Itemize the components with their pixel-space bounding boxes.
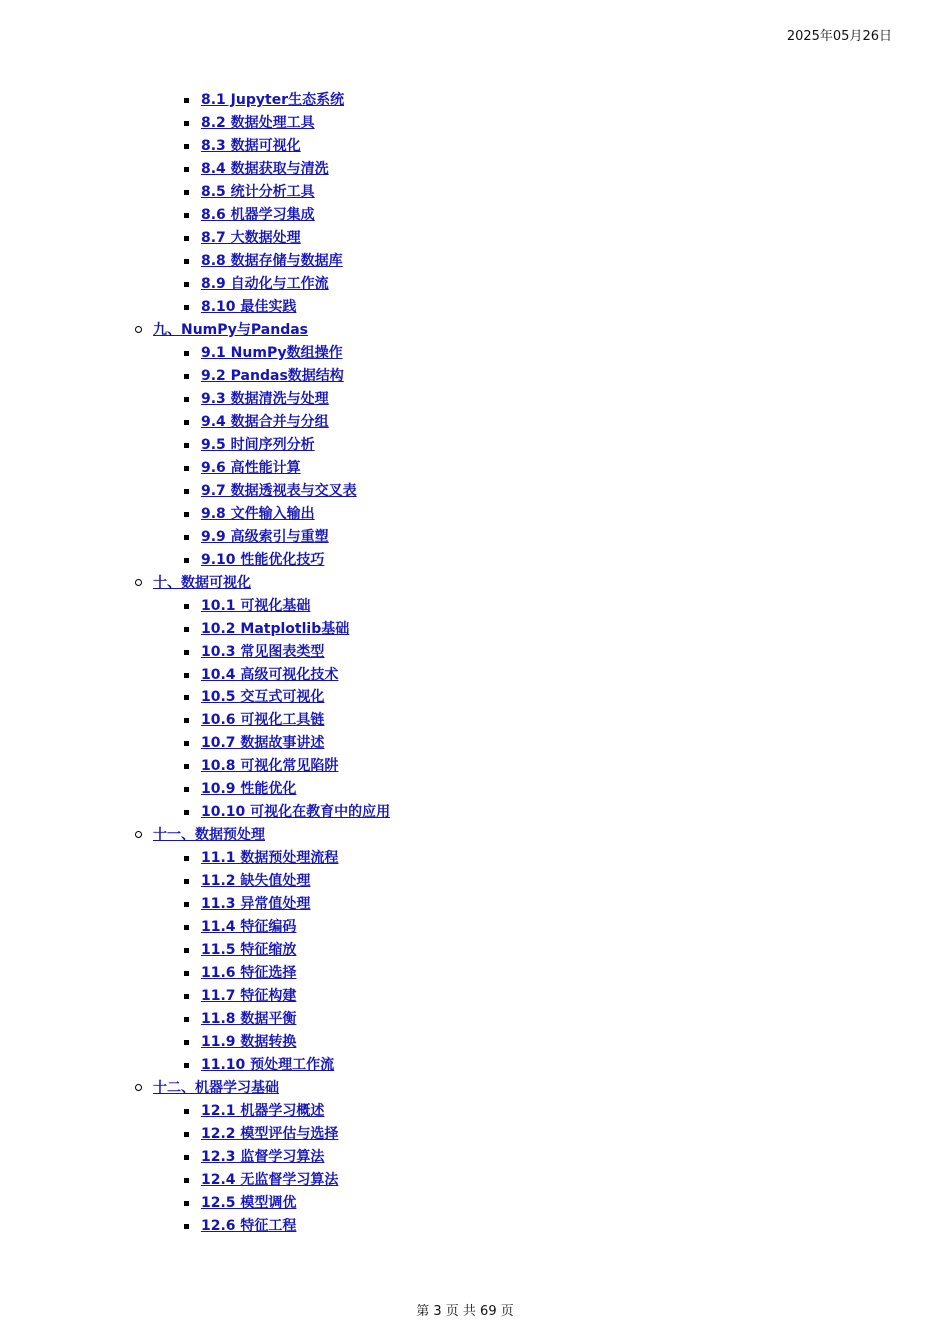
toc-chapter-link[interactable]: 十二、机器学习基础: [153, 1080, 279, 1097]
square-bullet-icon: [184, 902, 189, 907]
circle-bullet-icon: [135, 1084, 142, 1091]
page-number: 第 3 页 共 69 页: [416, 1304, 514, 1319]
toc-section-link[interactable]: 9.10 性能优化技巧: [201, 551, 325, 568]
toc-section-link[interactable]: 8.1 Jupyter生态系统: [201, 92, 345, 108]
square-bullet-icon: [184, 1109, 189, 1114]
toc-section-link[interactable]: 8.9 自动化与工作流: [201, 275, 329, 292]
circle-bullet-icon: [135, 579, 142, 586]
square-bullet-icon: [184, 305, 189, 310]
toc-section-link[interactable]: 8.7 大数据处理: [201, 229, 301, 246]
toc-section-link[interactable]: 11.9 数据转换: [201, 1034, 297, 1051]
square-bullet-icon: [184, 1040, 189, 1045]
toc-section-link[interactable]: 12.5 模型调优: [201, 1195, 297, 1212]
toc-section-link[interactable]: 9.4 数据合并与分组: [201, 413, 329, 430]
square-bullet-icon: [184, 167, 189, 172]
square-bullet-icon: [184, 282, 189, 287]
square-bullet-icon: [184, 604, 189, 609]
toc-section-link[interactable]: 10.9 性能优化: [201, 781, 297, 798]
toc-chapter-link[interactable]: 十一、数据预处理: [153, 827, 265, 844]
toc-section-link[interactable]: 11.8 数据平衡: [201, 1011, 297, 1028]
toc-section-link[interactable]: 12.1 机器学习概述: [201, 1103, 325, 1120]
page-date: 2025年05月26日: [786, 29, 892, 44]
square-bullet-icon: [184, 1201, 189, 1206]
square-bullet-icon: [184, 925, 189, 930]
square-bullet-icon: [184, 144, 189, 149]
toc-section-link[interactable]: 8.2 数据处理工具: [201, 114, 315, 131]
toc-section-link[interactable]: 9.2 Pandas数据结构: [201, 367, 344, 384]
toc-section-link[interactable]: 11.6 特征选择: [201, 965, 297, 982]
toc-section-link[interactable]: 11.4 特征编码: [201, 919, 297, 936]
toc-section-link[interactable]: 8.4 数据获取与清洗: [201, 160, 329, 177]
toc-section-link[interactable]: 12.2 模型评估与选择: [201, 1126, 339, 1143]
toc-section-link[interactable]: 9.9 高级索引与重塑: [201, 528, 329, 545]
toc-section-link[interactable]: 9.6 高性能计算: [201, 459, 301, 476]
toc-section-link[interactable]: 9.3 数据清洗与处理: [201, 390, 329, 407]
square-bullet-icon: [184, 971, 189, 976]
square-bullet-icon: [184, 810, 189, 815]
square-bullet-icon: [184, 535, 189, 540]
toc-section-link[interactable]: 9.7 数据透视表与交叉表: [201, 482, 357, 499]
toc-section-link[interactable]: 8.10 最佳实践: [201, 298, 297, 315]
square-bullet-icon: [184, 558, 189, 563]
square-bullet-icon: [184, 741, 189, 746]
square-bullet-icon: [184, 1132, 189, 1137]
toc-section-link[interactable]: 8.5 统计分析工具: [201, 183, 315, 200]
toc-section-link[interactable]: 10.2 Matplotlib基础: [201, 620, 350, 637]
square-bullet-icon: [184, 1224, 189, 1229]
toc-section-link[interactable]: 11.5 特征缩放: [201, 942, 297, 959]
toc-section-link[interactable]: 9.5 时间序列分析: [201, 436, 315, 453]
toc-section-link[interactable]: 12.6 特征工程: [201, 1218, 297, 1235]
circle-bullet-icon: [135, 326, 142, 333]
square-bullet-icon: [184, 1155, 189, 1160]
square-bullet-icon: [184, 443, 189, 448]
toc-section-link[interactable]: 12.3 监督学习算法: [201, 1149, 325, 1166]
toc-section-link[interactable]: 11.2 缺失值处理: [201, 873, 311, 890]
toc-section-link[interactable]: 12.4 无监督学习算法: [201, 1172, 339, 1189]
square-bullet-icon: [184, 98, 189, 103]
square-bullet-icon: [184, 374, 189, 379]
square-bullet-icon: [184, 190, 189, 195]
toc-section-link[interactable]: 10.6 可视化工具链: [201, 712, 325, 729]
square-bullet-icon: [184, 650, 189, 655]
square-bullet-icon: [184, 1063, 189, 1068]
toc-chapter-link[interactable]: 十、数据可视化: [153, 574, 251, 591]
toc-section-link[interactable]: 10.5 交互式可视化: [201, 689, 325, 706]
square-bullet-icon: [184, 787, 189, 792]
toc-chapter-link[interactable]: 九、NumPy与Pandas: [153, 321, 309, 338]
square-bullet-icon: [184, 764, 189, 769]
toc-section-link[interactable]: 9.1 NumPy数组操作: [201, 344, 343, 361]
toc-section-link[interactable]: 9.8 文件输入输出: [201, 505, 315, 522]
square-bullet-icon: [184, 948, 189, 953]
square-bullet-icon: [184, 627, 189, 632]
square-bullet-icon: [184, 718, 189, 723]
square-bullet-icon: [184, 397, 189, 402]
toc-section-link[interactable]: 10.1 可视化基础: [201, 597, 311, 614]
square-bullet-icon: [184, 512, 189, 517]
toc-section-link[interactable]: 11.3 异常值处理: [201, 896, 311, 913]
toc-section-link[interactable]: 10.4 高级可视化技术: [201, 666, 339, 683]
toc-section-link[interactable]: 10.8 可视化常见陷阱: [201, 758, 339, 775]
square-bullet-icon: [184, 1178, 189, 1183]
square-bullet-icon: [184, 420, 189, 425]
toc-section-link[interactable]: 10.10 可视化在教育中的应用: [201, 804, 391, 821]
toc-section-link[interactable]: 8.6 机器学习集成: [201, 206, 315, 223]
square-bullet-icon: [184, 1017, 189, 1022]
square-bullet-icon: [184, 695, 189, 700]
square-bullet-icon: [184, 994, 189, 999]
square-bullet-icon: [184, 879, 189, 884]
square-bullet-icon: [184, 236, 189, 241]
toc-section-link[interactable]: 11.7 特征构建: [201, 988, 297, 1005]
circle-bullet-icon: [135, 831, 142, 838]
toc-section-link[interactable]: 11.1 数据预处理流程: [201, 850, 339, 867]
square-bullet-icon: [184, 259, 189, 264]
square-bullet-icon: [184, 489, 189, 494]
square-bullet-icon: [184, 466, 189, 471]
toc-section-link[interactable]: 8.8 数据存储与数据库: [201, 252, 343, 269]
square-bullet-icon: [184, 213, 189, 218]
toc-section-link[interactable]: 10.7 数据故事讲述: [201, 735, 325, 752]
square-bullet-icon: [184, 121, 189, 126]
square-bullet-icon: [184, 673, 189, 678]
toc-section-link[interactable]: 11.10 预处理工作流: [201, 1057, 335, 1074]
square-bullet-icon: [184, 351, 189, 356]
square-bullet-icon: [184, 856, 189, 861]
toc-section-link[interactable]: 8.3 数据可视化: [201, 137, 301, 154]
toc-section-link[interactable]: 10.3 常见图表类型: [201, 643, 325, 660]
